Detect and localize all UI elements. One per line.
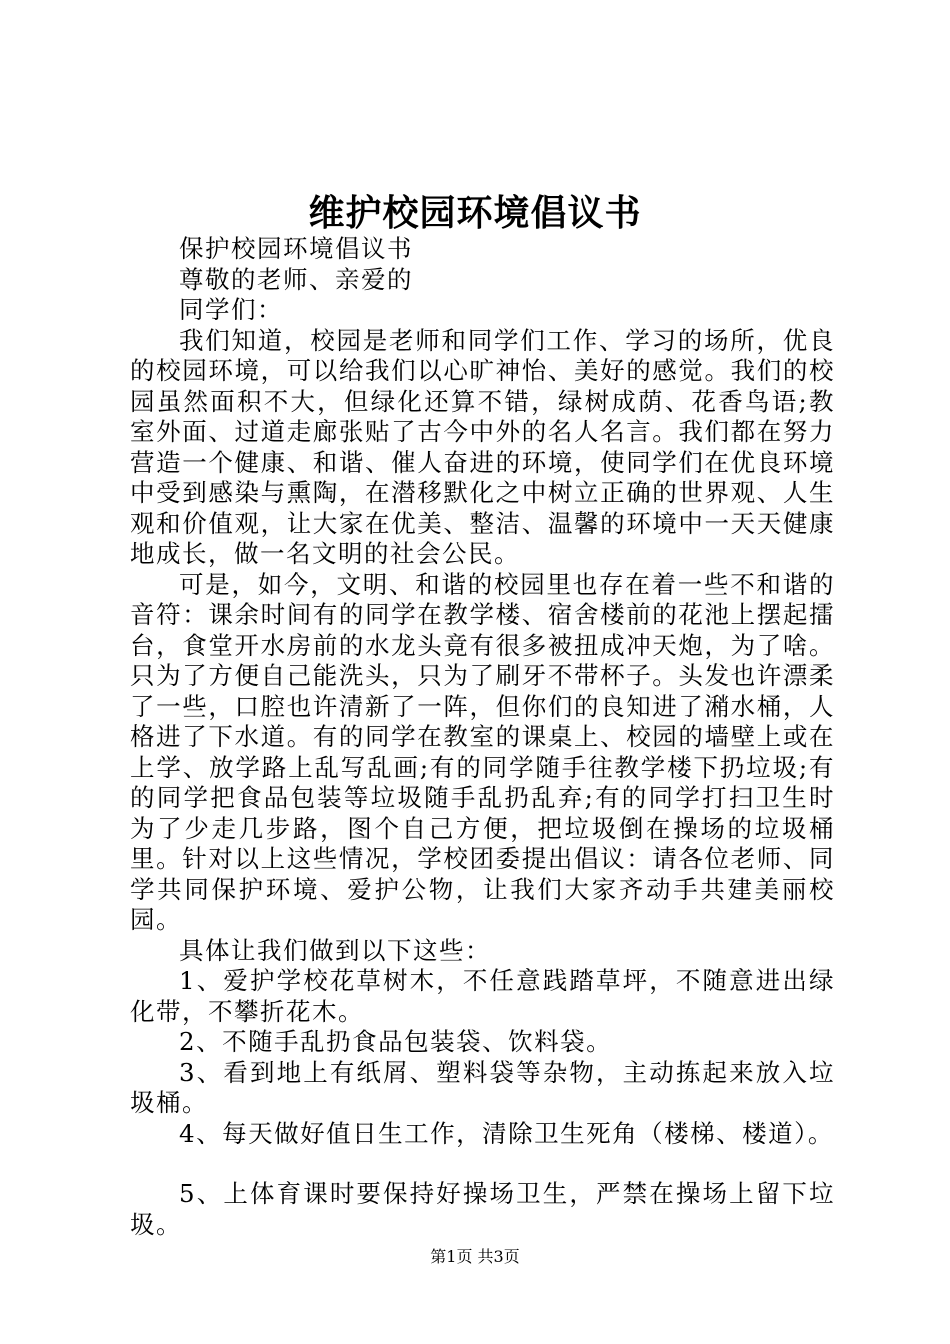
paragraph-list-heading: 具体让我们做到以下这些： — [179, 935, 491, 965]
paragraph-intro: 我们知道，校园是老师和同学们工作、学习的场所，优良的校园环境，可以给我们以心旷神怡、美好的感觉。我们的校园虽然面积不大，但绿化还算不错，绿树成荫、花香鸟语;教室外面、过道走廊张贴了古今中外的名人名言。我们都在努力营造一个健康、和谐、催人奋进的环境，使同学们在优良环境中受到感染与熏陶，在潜移默化之中树立正确的世界观、人生观和价值观，让大家在优美、整洁、温馨的环境中一天天健康地成长，做一名文明的社会公民。 — [130, 325, 835, 568]
list-item-1: 1、爱护学校花草树木，不任意践踏草坪，不随意进出绿化带，不攀折花木。 — [130, 966, 835, 1026]
list-item-3: 3、看到地上有纸屑、塑料袋等杂物，主动拣起来放入垃圾桶。 — [130, 1057, 835, 1117]
list-item-5: 5、上体育课时要保持好操场卫生，严禁在操场上留下垃圾。 — [130, 1179, 835, 1239]
document-title: 维护校园环境倡议书 — [308, 193, 642, 234]
list-item-4: 4、每天做好值日生工作，清除卫生死角（楼梯、楼道）。 — [179, 1118, 834, 1148]
list-item-2: 2、不随手乱扔食品包装袋、饮料袋。 — [179, 1027, 613, 1056]
paragraph-problems: 可是，如今，文明、和谐的校园里也存在着一些不和谐的音符：课余时间有的同学在教学楼、宿舍楼前的花池上摆起擂台，食堂开水房前的水龙头竟有很多被扭成冲天炮，为了啥。只为了方便自己能洗头，只为了刷牙不带杯子。头发也许漂柔了一些，口腔也许清新了一阵，但你们的良知进了潲水桶，人格进了下水道。有的同学在教室的课桌上、校园的墙壁上或在上学、放学路上乱写乱画;有的同学随手往教学楼下扔垃圾;有的同学把食品包装等垃圾随手乱扔乱弃;有的同学打扫卫生时为了少走几步路，图个自己方便，把垃圾倒在操场的垃圾桶里。针对以上这些情况，学校团委提出倡议：请各位老师、同学共同保护环境、爱护公物，让我们大家齐动手共建美丽校园。 — [130, 569, 835, 934]
paragraph-salutation-2: 同学们： — [179, 295, 283, 324]
page-footer: 第1页 共3页 — [430, 1247, 520, 1266]
paragraph-subtitle: 保护校园环境倡议书 — [179, 234, 413, 263]
document-body — [130, 234, 835, 1240]
paragraph-salutation-1: 尊敬的老师、亲爱的 — [179, 264, 413, 294]
